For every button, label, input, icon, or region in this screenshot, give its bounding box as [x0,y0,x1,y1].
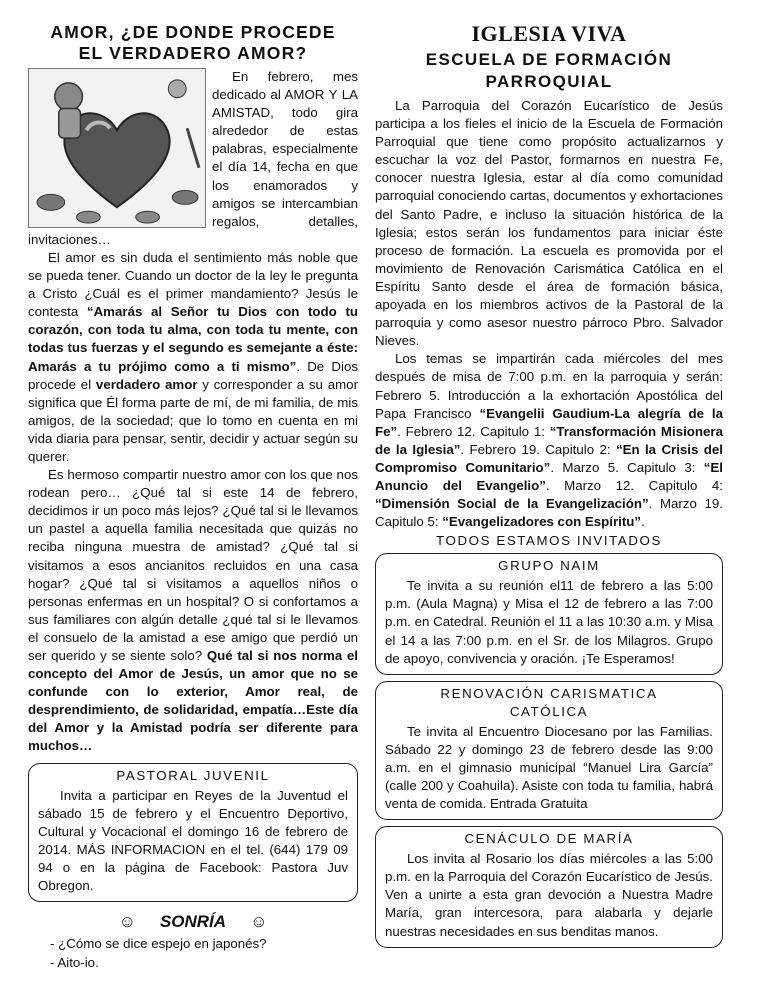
smiley-icon: ☺ [118,912,136,932]
escuela-paragraph-2: Los temas se impartirán cada miércoles del mes después de misa de 7:00 p.m. en la parroquia y serán: Febrero 5. Introducción a la exhortación Apostólica del Papa Francisco “Evangelii Gaudium-La alegría de la Fe”. Febrero 12. Capitulo 1: “Transformación Misionera de la Iglesia”. Febrero 19. Capitulo 2: “En la Crisis del Compromiso Comunitario”. Marzo 5. Capitulo 3: “El Anuncio del Evangelio”. Marzo 12. Capitulo 4: “Dimensión Social de la Evangelización”. Marzo 19. Capitulo 5: “Evangelizadores con Espíritu”. [375,351,724,530]
left-column [28,22,358,972]
iglesia-viva-title: IGLESIA VIVA [471,21,627,46]
amor-intro [28,68,358,249]
cenaculo-box [375,826,723,947]
grupo-naim-text: Te invita a su reunión el11 de febrero a las 5:00 p.m. (Aula Magna) y Misa el 12 de febrero a las 7:00 p.m. en Catedral. Reunión el 11 a las 10:30 a.m. y Misa el 14 a las 7:00 p.m. en el Sr. de los Milagros. Grupo de apoyo, convivencia y oración. ¡Te Esperamos! [385,578,713,666]
todos-invitados: TODOS ESTAMOS INVITADOS [436,533,662,549]
escuela-subtitle-1: ESCUELA DE FORMACIÓN [425,50,673,69]
renovacion-title-1: RENOVACIÓN CARISMATICA [440,685,658,701]
grupo-naim-title: GRUPO NAIM [498,558,600,574]
escuela-subtitle-2: PARROQUIAL [485,72,613,91]
pastoral-juvenil-text: Invita a participar en Reyes de la Juventud el sábado 15 de febrero y el Encuentro Deportivo, Cultural y Vocacional el domingo 16 de febrero de 2014. MÁS INFORMACION en el tel. (644) 179 09 94 o en la página de Facebook: Pastora Juv Obregon. [38,787,348,894]
joke-line-1: - ¿Cómo se dice espejo en japonés? [50,936,267,952]
amor-paragraph-3: Es hermoso compartir nuestro amor con los que nos rodean pero… ¿Qué tal si este 14 de febrero, decidimos ir un poco más lejos? ¿Qué tal si le llevamos un pastel a aquella familia necesitada que quizás no reciba ninguna muestra de amistad? ¿Qué tal si visitamos a esos ancianitos recluidos en una casa hogar? ¿Qué tal si visitamos a aquellos niños o personas enfermas en un hospital? O si confortamos a sus familiares con algún detalle ¿qué tal si le llevamos el consuelo de la amistad a ese amigo que perdió un ser querido y se siente solo? Qué tal si nos norma el concepto del Amor de Jesús, un amor que no se confunde con lo exterior, Amor real, de desprendimiento, de solidaridad, empatía…Este día del Amor y la Amistad podría ser diferente para muchos… [28,467,358,754]
cenaculo-title: CENÁCULO DE MARÍA [464,831,634,847]
renovacion-title-2: CATÓLICA [509,703,589,719]
heart-illustration [28,68,206,228]
amor-paragraph-2: El amor es sin duda el sentimiento más noble que se pueda tener. Cuando un doctor de la ley le pregunta a Cristo ¿Cuál es el primer mandamiento? Jesús le contesta “Amarás al Señor tu Dios con todo tu corazón, con toda tu alma, con toda tu mente, con todas tus fuerzas y el segundo es semejante a éste: Amarás a tu prójimo como a ti mismo”. De Dios procede el verdadero amor y corresponder a su amor significa que Él forma parte de mí, de mi familia, de mis amigos, de la sociedad; que lo tomo en cuenta en mi vida diaria para pensar, sentir, decidir y actuar según su querer. [28,249,359,464]
pastoral-juvenil-box [28,763,358,903]
grupo-naim-box [375,553,723,674]
sonria-title: SONRÍA [159,912,227,932]
renovacion-box [375,681,723,820]
renovacion-text: Te invita al Encuentro Diocesano por las Familias. Sábado 22 y domingo 23 de febrero desde las 9:00 a.m. en el gimnasio municipal “Manuel Lira García” (calle 200 y Coahuila). Asiste con toda tu familia, habrá venta de comida. Entrada Gratuita [385,723,713,812]
amor-title-line1: AMOR, ¿DE DONDE PROCEDE [50,22,336,42]
amor-intro-text: En febrero, mes dedicado al AMOR Y LA AMISTAD, todo gira alrededor de estas palabras, especialmente el día 14, fecha en que los enamorados y amigos se intercambian regalos, detalles, invitaciones… [28,69,358,247]
joke-line-2: - Aito-io. [50,955,99,971]
amor-title-line2: EL VERDADERO AMOR? [78,43,308,63]
smiley-icon: ☺ [250,912,268,932]
sonria-header [28,912,358,932]
escuela-paragraph-1: La Parroquia del Corazón Eucarístico de Jesús participa a los fieles el inicio de la Escuela de Formación Parroquial que tiene como propósito actualizarnos y escuchar la voz del Pastor, formarnos en nuestra Fe, conocer nuestra Iglesia, estar al día como comunidad parroquial conociendo cartas, documentos y exhortaciones del Santo Padre, e incluso la situación histórica de la Iglesia; estos serán los fundamentos para iniciar éste proceso de formación. La escuela es promovida por el movimiento de Renovación Carismática Católica en el Espíritu Santo desde el área de formación básica, apoyada en los miembros activos de la Pastoral de la parroquia y como asesor nuestro párroco Pbro. Salvador Nieves. [375,98,723,349]
cenaculo-text: Los invita al Rosario los días miércoles a las 5:00 p.m. en la Parroquia del Corazón Eucarístico de Jesús. Ven a unirte a esta gran devoción a Nuestra Madre María, gran intercesora, para alabarla y dejarle nuestras necesidades en sus benditas manos. [385,851,713,939]
pastoral-juvenil-title: PASTORAL JUVENIL [116,767,270,783]
right-column [375,22,723,948]
